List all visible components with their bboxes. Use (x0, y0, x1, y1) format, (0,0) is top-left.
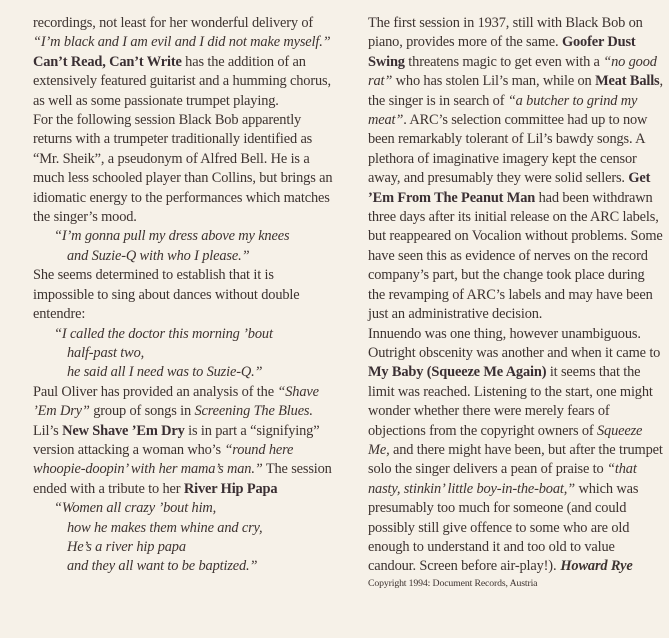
text: Lil’s (33, 422, 59, 439)
copyright-notice: Copyright 1994: Document Records, Austria (368, 577, 538, 589)
song-title-italic: Squeeze Me, (368, 422, 643, 458)
text: had been withdrawn three days after its initial release on the ARC labels, but reappeared on Vocalion without problems. Some have seen this as evidence of nerves on the record company’s part, but the change took place during the revamping of ARC’s labels and may have been just an administrative decision. (368, 189, 663, 323)
verse-line: how he makes them whine and cry, (67, 519, 263, 536)
text: The first session in 1937, still with Black Bob on piano, provides more of the same. (368, 15, 643, 51)
verse-line: and they all want to be baptized.” (67, 558, 258, 575)
song-title: My Baby (Squeeze Me Again) (368, 364, 547, 381)
paragraph (33, 14, 333, 111)
text: recordings, not least for her wonderful delivery of (33, 15, 314, 31)
lyric-quote: “that nasty, stinkin’ little boy-in-the-boat,” (368, 461, 637, 497)
text: who has stolen Lil’s man, while on (395, 73, 592, 90)
lyric-quote: “I’m black and I am evil and I did not make myself.” (33, 34, 331, 51)
paragraph (33, 383, 333, 499)
text: The session ended with a tribute to her (33, 461, 332, 497)
text: group of songs in (93, 403, 192, 420)
verse-line: half-past two, (67, 344, 145, 361)
verse-line: and Suzie-Q with who I please.” (67, 247, 250, 264)
paragraph (368, 14, 664, 325)
lyric-quote: “a butcher to grind my meat” (368, 92, 638, 129)
song-title: Get ’Em From The Peanut Man (368, 170, 651, 206)
paragraph: She seems determined to establish that it is impossible to sing about dances without double entendre: (33, 267, 300, 323)
text: , the singer is in search of (368, 73, 663, 109)
book-title: Screening The Blues. (194, 403, 313, 420)
text: threatens magic to get even with a (408, 53, 600, 70)
verse-line: “I called the doctor this morning ’bout (54, 325, 273, 342)
text: has the addition of an extensively featured guitarist and a humming chorus, as well as some passionate trumpet playing. (33, 53, 331, 109)
text: Innuendo was one thing, however unambiguous. Outright obscenity was another and when it came to (368, 325, 661, 361)
song-title: Goofer Dust Swing (368, 34, 636, 70)
song-title: New Shave ’Em Dry (62, 422, 185, 439)
lyric-quote: “round here whoopie-doopin’ with her mama’s man.” (33, 441, 294, 478)
song-title: Meat Balls (595, 73, 660, 90)
author-signature: Howard Rye (560, 558, 633, 575)
song-title: River Hip Papa (183, 480, 278, 497)
text: which was presumably too much for someone (and could possibly still give offence to some who are old enough to understand it and too old to value candour. Screen before air-play!). (368, 480, 639, 575)
lyric-verse (33, 325, 333, 383)
lyric-quote: “no good rat” (368, 53, 657, 90)
verse-line: “I’m gonna pull my dress above my knees (54, 228, 290, 245)
paragraph (368, 325, 664, 577)
lyric-verse (33, 499, 333, 577)
text: . ARC’s selection committee had up to now been remarkably tolerant of Lil’s bawdy songs. A plethora of imaginative imagery kept the censor away, and presumably they were solid sellers. (368, 112, 648, 187)
right-column (368, 14, 664, 591)
song-quote: “Shave ’Em Dry” (33, 383, 319, 420)
verse-line: “Women all crazy ’bout him, (54, 500, 217, 517)
verse-line: he said all I need was to Suzie-Q.” (67, 364, 263, 381)
lyric-verse (33, 227, 333, 266)
text: Paul Oliver has provided an analysis of the (33, 383, 274, 400)
text: and there might have been, but after the trumpet solo the singer delivers a pean of praise to (368, 441, 663, 478)
left-column (33, 14, 333, 577)
verse-line: He’s a river hip papa (67, 538, 186, 555)
song-title: Can’t Read, Can’t Write (33, 53, 182, 70)
text: is in part a “signifying” version attacking a woman who’s (33, 422, 320, 458)
text: it seems that the limit was reached. Listening to the start, one might wonder whether there were merely fears of objections from the copyright owners of (368, 364, 653, 439)
paragraph: For the following session Black Bob apparently returns with a trumpeter traditionally identified as “Mr. Sheik”, a pseudonym of Alfred Bell. He is a much less schooled player than Collins, but brings an idiomatic energy to the performances which matches the singer’s mood. (33, 112, 333, 226)
